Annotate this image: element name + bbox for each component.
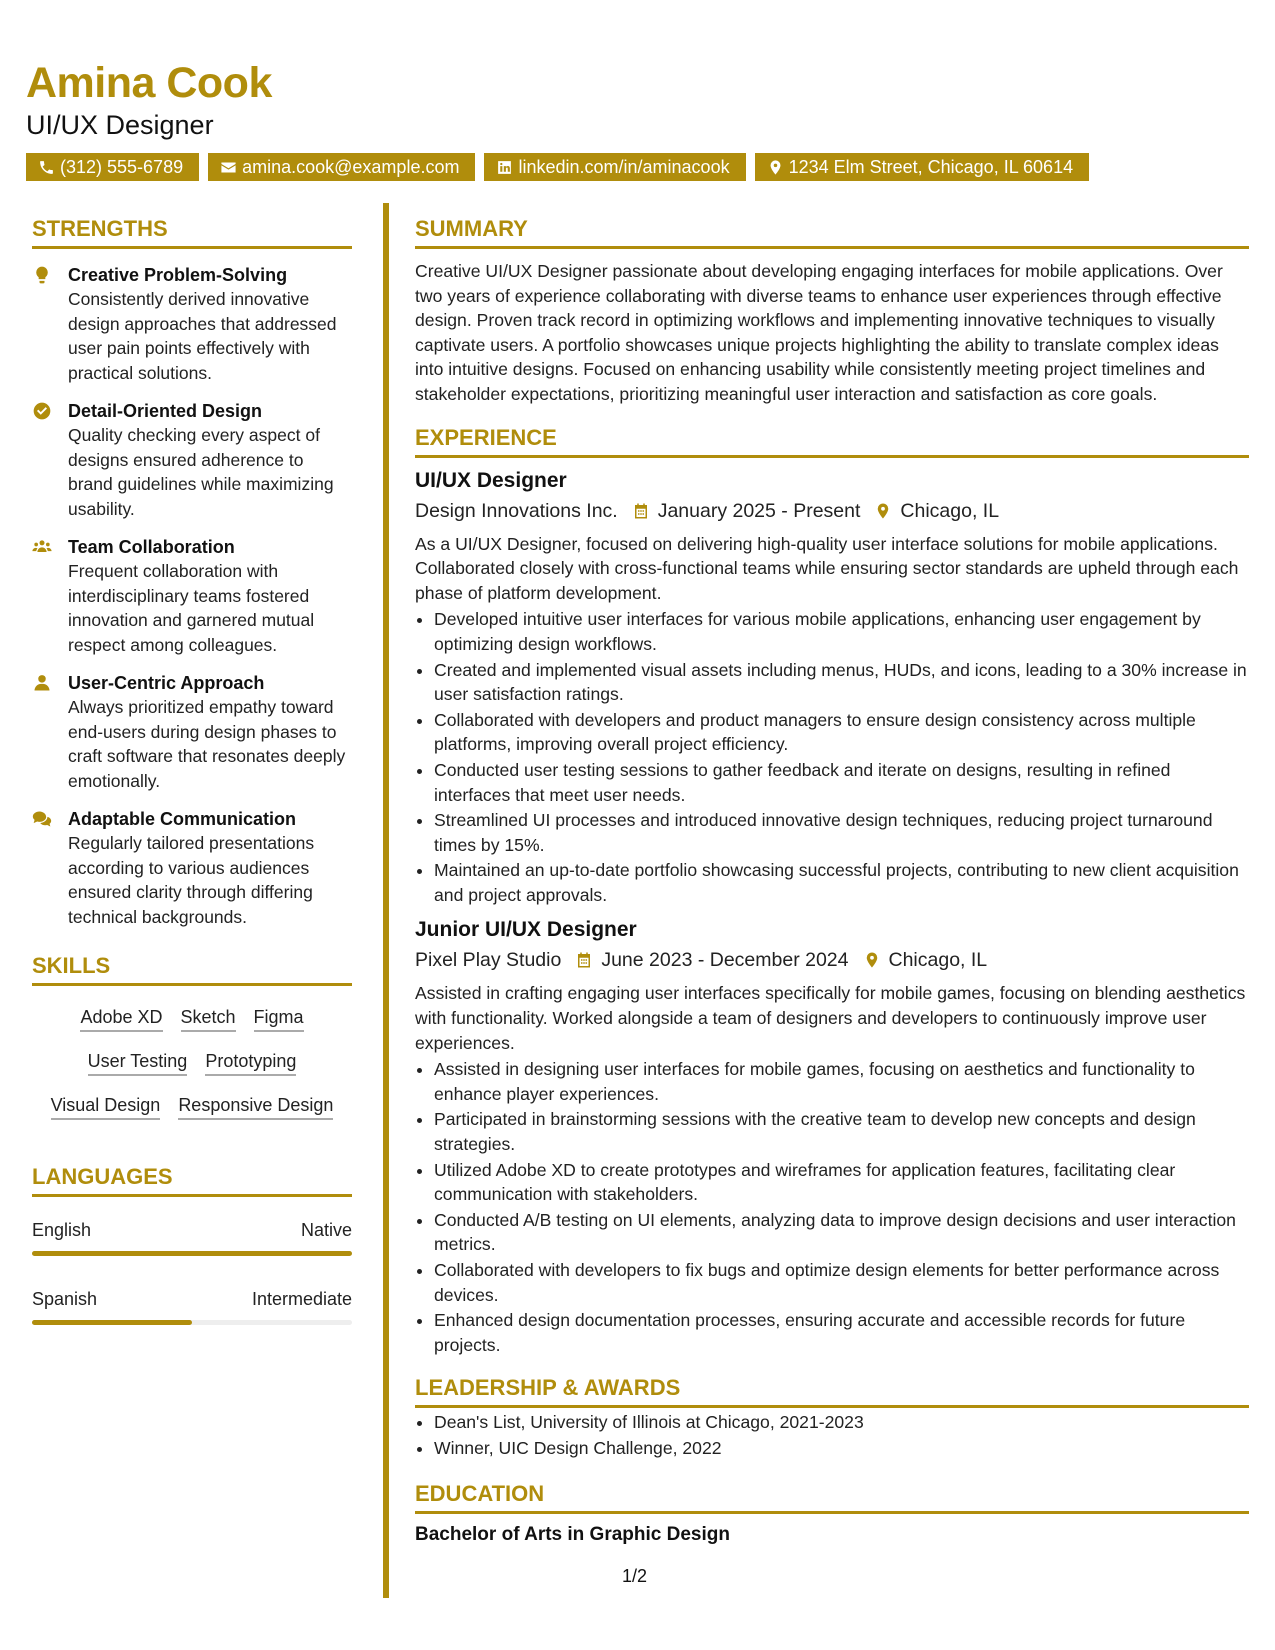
contact-bar: [26, 153, 1089, 181]
job-bullet: • Created and implemented visual assets including menus, HUDs, and icons, leading to a 30% increase in user satisfaction ratings.: [434, 658, 1249, 707]
job-description: As a UI/UX Designer, focused on delivering high-quality user interface solutions for mobile applications. Collaborated closely with cross-functional teams while ensuring sector standards are upheld through each phase of platform development.: [415, 533, 1239, 603]
language-proficiency-fill: [32, 1320, 192, 1325]
strength-item: [32, 399, 352, 521]
language-item: [32, 1219, 352, 1256]
job-bullet: • Utilized Adobe XD to create prototypes and wireframes for application features, facilitating clear communication with stakeholders.: [434, 1158, 1249, 1207]
languages-heading: LANGUAGES: [32, 1166, 352, 1197]
award-item: • Winner, UIC Design Challenge, 2022: [434, 1436, 1249, 1461]
strengths-heading: STRENGTHS: [32, 218, 352, 249]
job-meta: [415, 498, 1249, 524]
strength-item: [32, 535, 352, 657]
map-pin-icon: [874, 502, 892, 520]
summary-heading: SUMMARY: [415, 218, 1249, 249]
job-bullet: • Maintained an up-to-date portfolio showcasing successful projects, contributing to new client acquisition and project approvals.: [434, 858, 1249, 907]
summary-text: Creative UI/UX Designer passionate about developing engaging interfaces for mobile applications. Over two years of experience collaborating with diverse teams to enhance user experiences through effective design. Proven track record in optimizing workflows and implementing innovative techniques to visually captivate users. A portfolio showcases unique projects highlighting the ability to translate complex ideas into intuitive designs. Focused on enhancing usability while consistently meeting project timelines and stakeholder expectations, prioritizing meaningful user interaction and satisfaction as core goals.: [415, 261, 1223, 404]
job-title: Junior UI/UX Designer: [415, 918, 637, 942]
strength-item: [32, 671, 352, 793]
column-divider: [383, 203, 389, 1598]
strength-title: Detail-Oriented Design: [68, 401, 263, 421]
linkedin-icon: [496, 159, 513, 176]
job-dates: January 2025 - Present: [657, 499, 861, 522]
language-level: Intermediate: [251, 1289, 352, 1309]
job-bullet: • Participated in brainstorming sessions with the creative team to develop new concepts and design strategies.: [434, 1107, 1249, 1156]
skill-tag: Figma: [254, 1006, 304, 1032]
job-bullets: [415, 607, 1249, 907]
job-bullet: • Conducted A/B testing on UI elements, analyzing data to improve design decisions and user interaction metrics.: [434, 1208, 1249, 1257]
skill-tag: Adobe XD: [80, 1006, 162, 1032]
strength-item: [32, 263, 352, 385]
candidate-title: UI/UX Designer: [26, 110, 214, 140]
job-bullet: • Streamlined UI processes and introduced innovative design techniques, reducing project turnaround times by 15%.: [434, 808, 1249, 857]
map-pin-icon: [863, 951, 881, 969]
job-bullet: • Collaborated with developers to fix bugs and optimize design elements for better performance across devices.: [434, 1258, 1249, 1307]
job-entry: [415, 468, 1249, 908]
language-proficiency-bar: [32, 1251, 352, 1256]
skill-tag: Visual Design: [51, 1094, 161, 1120]
language-item: [32, 1288, 352, 1325]
calendar-icon: [575, 951, 593, 969]
map-pin-icon: [767, 159, 784, 176]
strength-title: Adaptable Communication: [68, 809, 297, 829]
skill-tag: Sketch: [181, 1006, 236, 1032]
strength-title: User-Centric Approach: [68, 673, 265, 693]
strength-title: Creative Problem-Solving: [68, 265, 288, 285]
experience-heading: EXPERIENCE: [415, 427, 1249, 458]
strength-description: Always prioritized empathy toward end-users during design phases to craft software that resonates deeply emotionally.: [68, 697, 346, 791]
candidate-name: Amina Cook: [26, 59, 272, 107]
award-item: • Dean's List, University of Illinois at Chicago, 2021-2023: [434, 1410, 1249, 1435]
job-location: Chicago, IL: [888, 949, 988, 972]
calendar-icon: [632, 502, 650, 520]
lightbulb-icon: [32, 265, 52, 285]
envelope-icon: [220, 159, 237, 176]
job-bullet: • Conducted user testing sessions to gather feedback and iterate on designs, resulting in refined interfaces that meet user needs.: [434, 758, 1249, 807]
job-dates: June 2023 - December 2024: [601, 949, 849, 972]
job-bullet: • Assisted in designing user interfaces for mobile games, focusing on aesthetics and functionality to enhance player experiences.: [434, 1057, 1249, 1106]
skills-list: [32, 1006, 352, 1120]
phone-text: (312) 555-6789: [60, 156, 184, 177]
linkedin-text: linkedin.com/in/aminacook: [518, 156, 730, 177]
left-column: [32, 218, 352, 1325]
job-location: Chicago, IL: [900, 499, 1000, 522]
job-company: Design Innovations Inc.: [415, 499, 618, 522]
address-text: 1234 Elm Street, Chicago, IL 60614: [788, 156, 1074, 177]
job-bullets: [415, 1057, 1249, 1357]
check-circle-icon: [32, 401, 52, 421]
linkedin-chip[interactable]: [484, 153, 745, 181]
skill-tag: Prototyping: [205, 1050, 296, 1076]
job-entry: [415, 917, 1249, 1357]
job-meta: [415, 947, 1249, 973]
job-company: Pixel Play Studio: [415, 949, 562, 972]
language-proficiency-bar: [32, 1320, 352, 1325]
phone-chip[interactable]: [26, 153, 199, 181]
email-chip[interactable]: [208, 153, 475, 181]
language-proficiency-fill: [32, 1251, 352, 1256]
job-description: Assisted in crafting engaging user interfaces specifically for mobile games, focusing on blending aesthetics with functionality. Worked alongside a team of designers and developers to continuously improve user experiences.: [415, 983, 1246, 1053]
job-bullet: • Collaborated with developers and product managers to ensure design consistency across multiple platforms, improving overall project efficiency.: [434, 708, 1249, 757]
page-number: 1/2: [622, 1566, 648, 1586]
users-icon: [32, 537, 52, 557]
awards-list: [415, 1410, 1249, 1460]
skill-tag: Responsive Design: [178, 1094, 333, 1120]
strength-description: Quality checking every aspect of designs ensured adherence to brand guidelines while maximizing usability.: [68, 425, 334, 519]
phone-icon: [38, 159, 55, 176]
comments-icon: [32, 809, 52, 829]
language-level: Native: [300, 1220, 352, 1240]
education-degree: Bachelor of Arts in Graphic Design: [415, 1523, 730, 1545]
strength-description: Regularly tailored presentations according to various audiences ensured clarity through differing technical backgrounds.: [68, 833, 315, 927]
job-bullet: • Enhanced design documentation processes, ensuring accurate and accessible records for future projects.: [434, 1308, 1249, 1357]
email-text: amina.cook@example.com: [242, 156, 460, 177]
strength-item: [32, 807, 352, 929]
job-title: UI/UX Designer: [415, 468, 567, 492]
user-icon: [32, 673, 52, 693]
address-chip[interactable]: [755, 153, 1090, 181]
skills-heading: SKILLS: [32, 955, 352, 986]
skill-tag: User Testing: [88, 1050, 188, 1076]
strength-description: Consistently derived innovative design approaches that addressed user pain points effectively with practical solutions.: [68, 289, 337, 383]
right-column: [415, 218, 1249, 1546]
education-heading: EDUCATION: [415, 1483, 1249, 1514]
job-bullet: • Developed intuitive user interfaces for various mobile applications, enhancing user engagement by optimizing design workflows.: [434, 607, 1249, 656]
language-name: Spanish: [32, 1289, 98, 1309]
awards-heading: LEADERSHIP & AWARDS: [415, 1377, 1249, 1408]
strength-description: Frequent collaboration with interdisciplinary teams fostered innovation and garnered mutual respect among colleagues.: [68, 561, 315, 655]
strength-title: Team Collaboration: [68, 537, 235, 557]
language-name: English: [32, 1220, 92, 1240]
